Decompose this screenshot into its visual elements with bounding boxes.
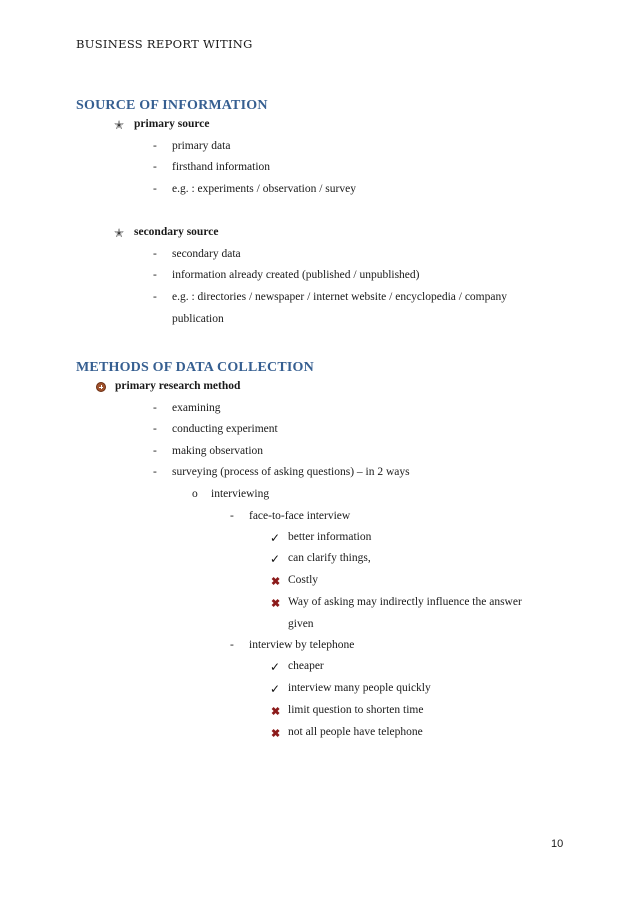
dash: - [230, 510, 234, 522]
page-number: 10 [551, 838, 564, 850]
sub-item-interviewing: interviewing [211, 488, 270, 500]
dash: - [153, 402, 157, 414]
dash: - [153, 291, 157, 303]
dash: - [153, 183, 157, 195]
plus-circle-icon [96, 382, 106, 392]
list-item-continuation: publication [172, 313, 224, 325]
con-item: not all people have telephone [288, 726, 423, 738]
con-item: Way of asking may indirectly influence the answer [288, 596, 522, 608]
list-item: examining [172, 402, 221, 414]
pro-item: cheaper [288, 660, 324, 672]
check-icon: ✓ [270, 660, 281, 674]
cross-icon: ✖ [271, 705, 281, 718]
dash: - [153, 140, 157, 152]
con-item-continuation: given [288, 618, 314, 630]
sub-bullet: o [192, 488, 198, 500]
list-item: secondary data [172, 248, 241, 260]
section-title-methods: METHODS OF DATA COLLECTION [76, 360, 314, 375]
secondary-source-label: secondary source [134, 226, 219, 238]
list-item: primary data [172, 140, 231, 152]
list-item: making observation [172, 445, 264, 457]
dash: - [153, 269, 157, 281]
dash: - [153, 423, 157, 435]
primary-research-label: primary research method [115, 380, 241, 392]
list-item: surveying (process of asking questions) – in 2 ways [172, 466, 410, 478]
cross-icon: ✖ [271, 597, 281, 610]
con-item: limit question to shorten time [288, 704, 424, 716]
check-icon: ✓ [270, 531, 281, 545]
check-icon: ✓ [270, 682, 281, 696]
list-item: e.g. : directories / newspaper / internet website / encyclopedia / company [172, 291, 507, 303]
primary-source-label: primary source [134, 118, 210, 130]
list-item: information already created (published / unpublished) [172, 269, 420, 281]
face-to-face-label: face-to-face interview [249, 510, 351, 522]
pro-item: better information [288, 531, 372, 543]
list-item: e.g. : experiments / observation / survey [172, 183, 356, 195]
section-title-source: SOURCE OF INFORMATION [76, 98, 268, 113]
pro-item: can clarify things, [288, 552, 371, 564]
list-item: conducting experiment [172, 423, 278, 435]
dash: - [153, 445, 157, 457]
dash: - [153, 248, 157, 260]
page-header: BUSINESS REPORT WITING [76, 37, 253, 51]
con-item: Costly [288, 574, 319, 586]
dash: - [153, 161, 157, 173]
dash: - [230, 639, 234, 651]
star-icon: ✭ [114, 226, 125, 240]
cross-icon: ✖ [271, 575, 281, 588]
dash: - [153, 466, 157, 478]
check-icon: ✓ [270, 552, 281, 566]
telephone-label: interview by telephone [249, 639, 355, 651]
cross-icon: ✖ [271, 727, 281, 740]
star-icon: ✭ [114, 118, 125, 132]
list-item: firsthand information [172, 161, 271, 173]
pro-item: interview many people quickly [288, 682, 431, 694]
